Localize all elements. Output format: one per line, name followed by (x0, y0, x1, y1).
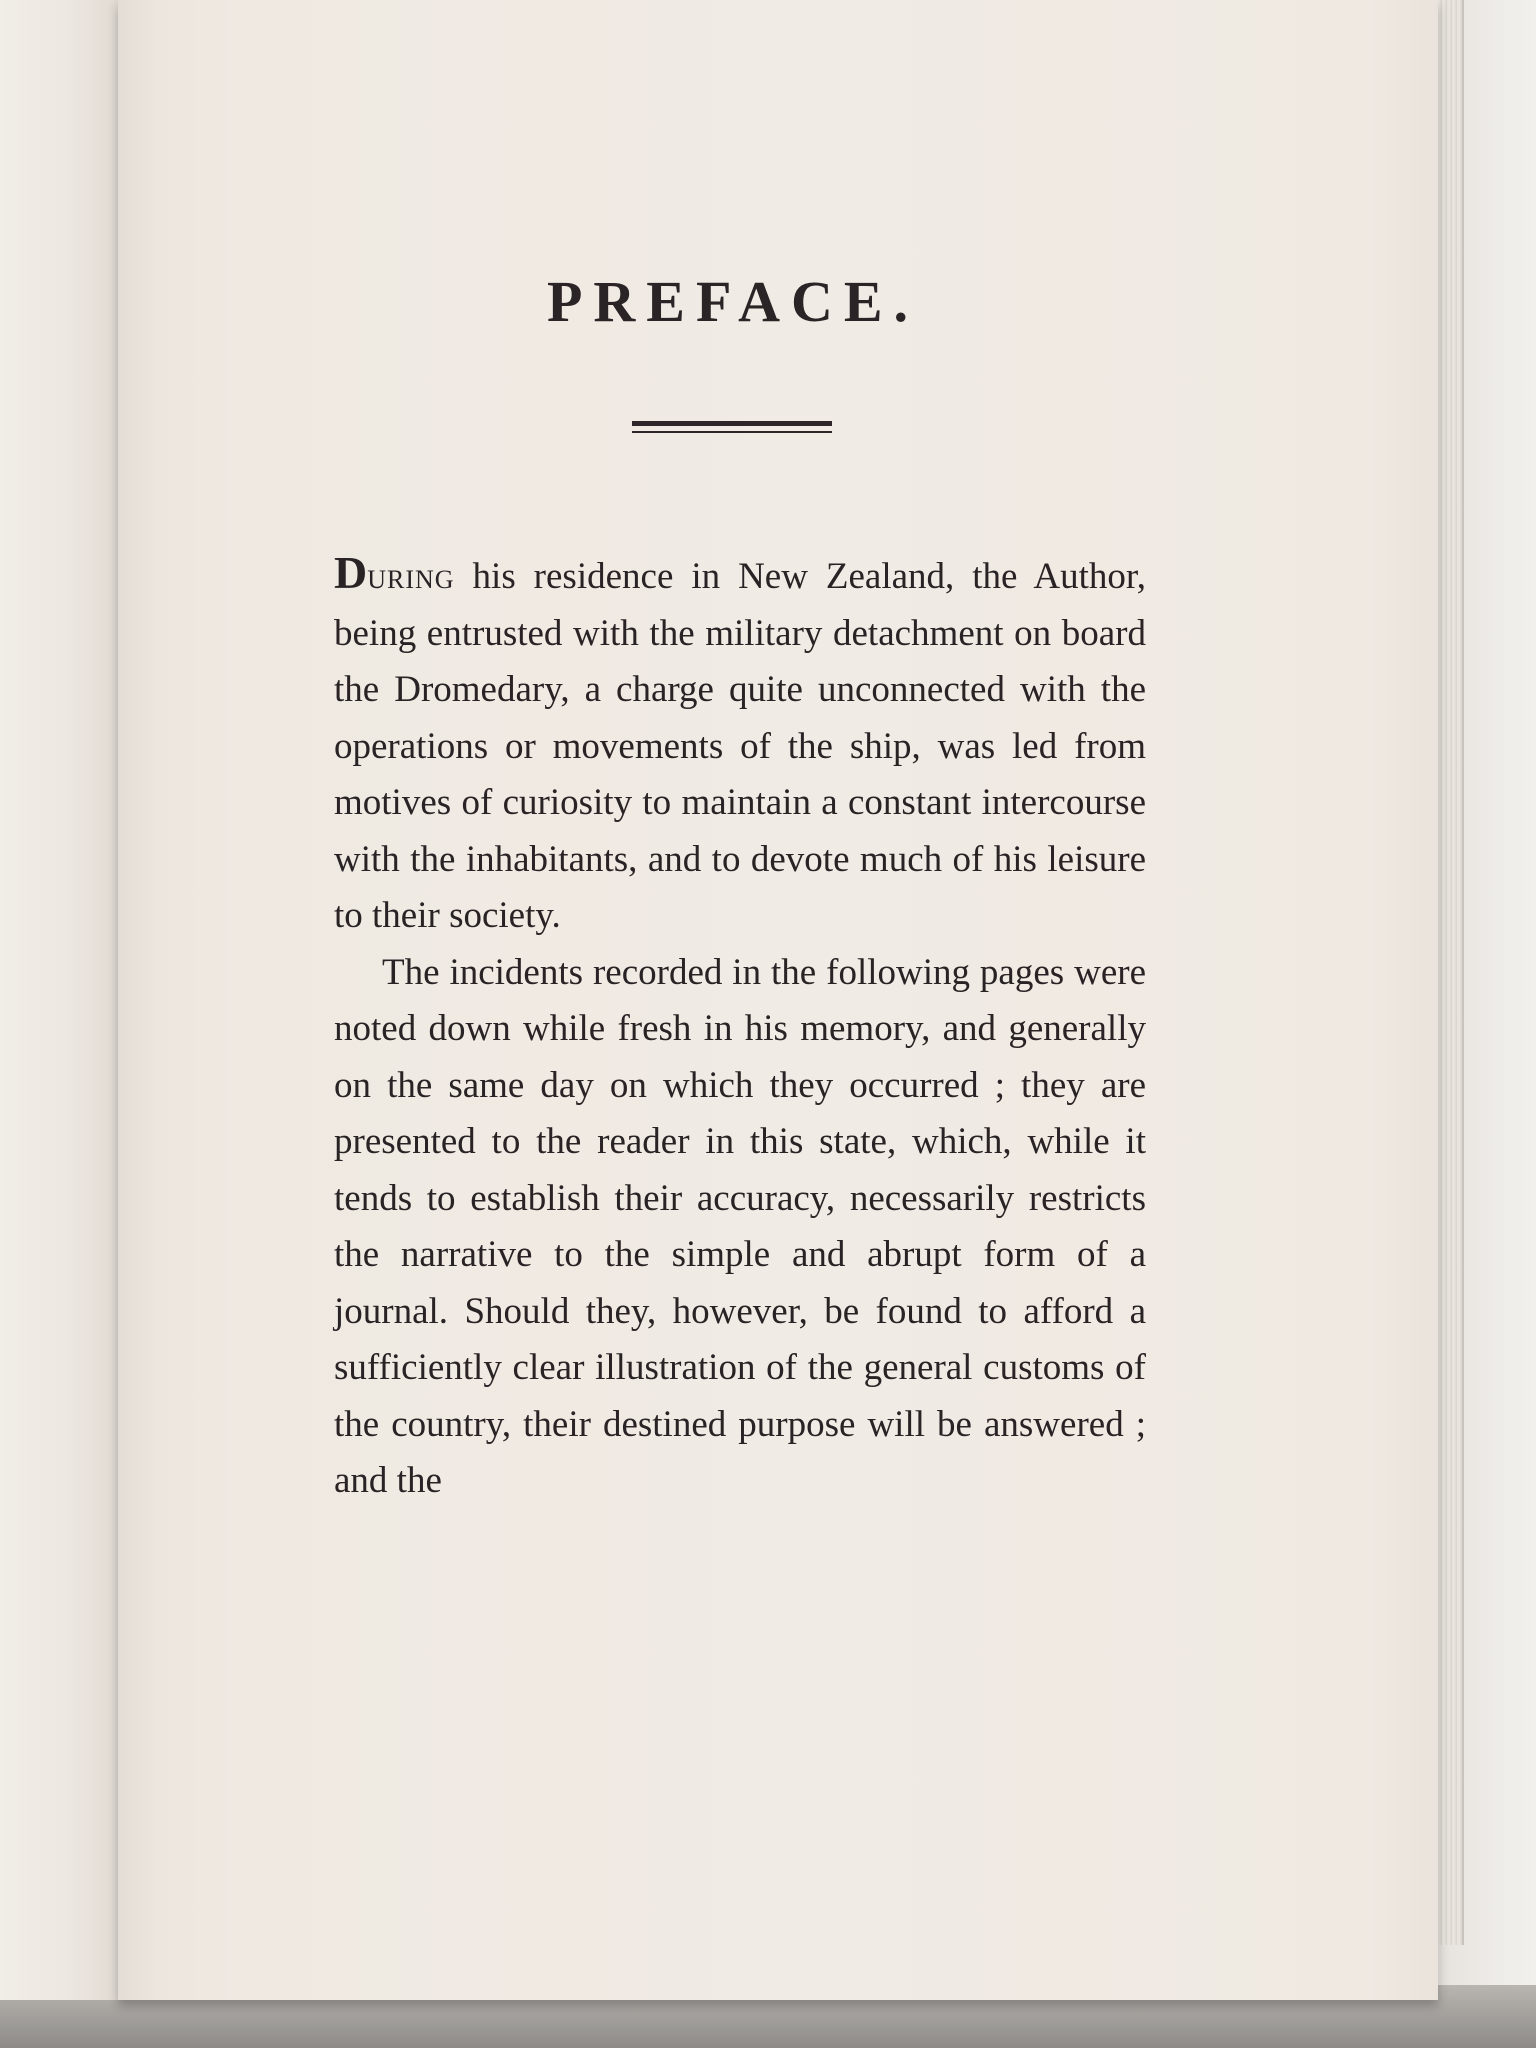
page-title: PREFACE. (546, 269, 920, 334)
paragraph-1-text: his residence in New Zealand, the Author, being entrusted with the military detachment on board the Dromedary, a charge quite unconnected with the operations or movements of the ship, was led from motives of curiosity to maintain a constant intercourse with the inhabitants, and to devote much of his leisure to their society. (334, 556, 1146, 936)
lead-in-small-caps: uring (367, 556, 455, 597)
bleed-through-text (448, 200, 1268, 258)
paragraph-2: The incidents recorded in the following pages were noted down while fresh in his memory, and generally on the same day on which they occurred ; they are presented to the reader in this state, which, while it tends to establish their accuracy, necessarily restricts the narrative to the simple and abrupt form of a journal. Should they, however, be found to afford a sufficiently clear illustration of the general customs of the country, their destined purpose will be answered ; and the (334, 951, 1146, 1501)
drop-cap: D (334, 547, 368, 598)
title-rule-thick (632, 421, 832, 426)
title-rule-thin (632, 431, 832, 433)
body-text (334, 545, 1146, 1510)
paragraph-1 (334, 545, 1146, 945)
